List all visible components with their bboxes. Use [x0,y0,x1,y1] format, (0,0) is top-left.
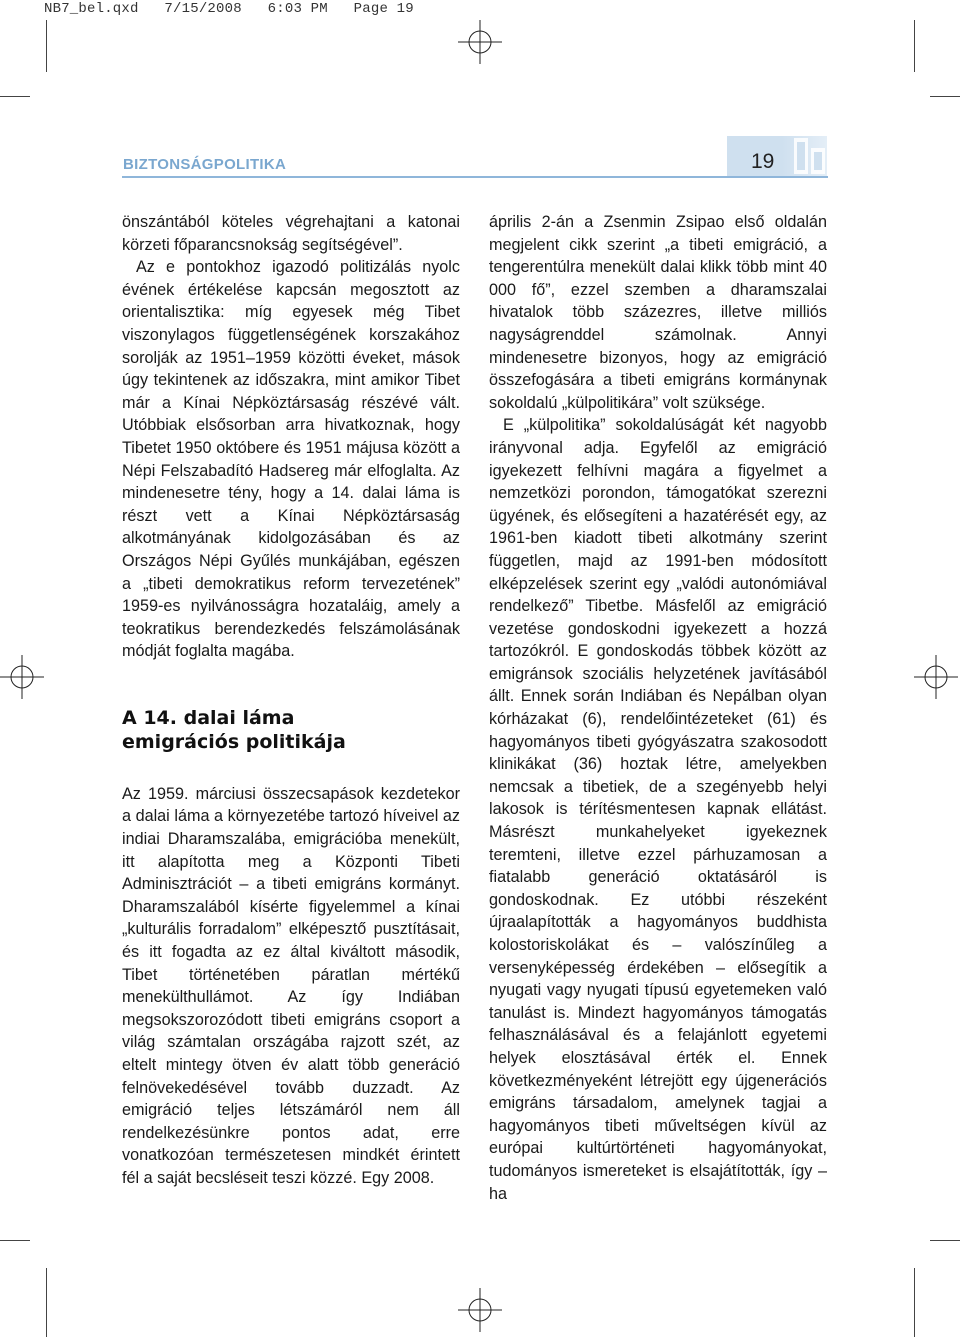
crop-mark [930,1240,960,1241]
registration-mark-icon [914,655,958,699]
paragraph: E „külpolitika” sokoldalúságát két nagyobb irányvonal adja. Egyfelől az emigráció igyekezett felhívni magára a figyelmet a nemzetközi porondon, támogatókat szerezni ügyének, és elősegíteni a hazatérését egy, az 1961-ben kiadott tibeti alkotmány szerint független, majd az 1991-ben módosított elképzelések szerint egy „valódi autonómiával rendelkező” Tibetbe. Másfelől az emigráció vezetése gondoskodni igyekezett a hozzá tartozókról. E gondoskodás többek között az emigránsok szociális helyzetének javításából állt. Ennek során Indiában és Nepálban olyan kórházakat (6), rendelőintézeteket (61) és hagyományos tibeti gyógyászatra szakosodott klinikákat (36) hoztak létre, amelyekben nemcsak a tibetiek, de a szegényebb helyi lakosok is térítésmentesen kapnak ellátást. Másrészt munkahelyeket igyekeznek teremteni, illetve ezzel párhuzamosan a fiatalabb generáció oktatásáról is gondoskodnak. Ez utóbbi részeként újraalapították a hagyományos buddhista kolostoriskolákat és – valószínűleg a versenyképesség érdekében – elősegítik a nyugati vagy nyugati típusú egyetemeken való tanulást is. Mindezt hagyományos támogatás felhasználásával és a felajánlott egyetemi helyek elosztásával érték el. Ennek következményeként létrejött egy újgenerációs emigráns társadalom, amelynek tagjai a hagyományos tibeti műveltségen kívül az európai kultúrtörténeti hagyományokat, tudományos ismereteket is elsajátították, így – ha [489,416,827,1203]
registration-mark-icon [458,20,502,64]
crop-mark [914,1268,915,1337]
print-slug: NB7_bel.qxd 7/15/2008 6:03 PM Page 19 [44,1,414,17]
heading-line: emigrációs politikája [122,730,346,753]
crop-mark [46,1268,47,1337]
section-heading [122,706,460,754]
left-column [122,211,460,1190]
registration-mark-icon [458,1288,502,1332]
logo-icon [792,134,828,178]
section-title: BIZTONSÁGPOLITIKA [123,156,287,173]
crop-mark [930,96,960,97]
paragraph: Az e pontokhoz igazodó politizálás nyolc évének értékelése kapcsán megosztott az orientalisztika: míg egyesek még Tibet viszonylagos függetlenségének korszakához sorolják az 1951–1959 közötti éveket, mások úgy tekintenek az időszakra, mint amikor Tibet már a Kínai Népköztársaság részévé vált. Utóbbiak elsősorban arra hivatkoznak, hogy Tibetet 1950 októbere és 1951 májusa között a Népi Felszabadító Hadsereg már elfoglalta. Az mindenesetre tény, hogy a 14. dalai láma is részt vett a Kínai Népköztársaság alkotmányának kidolgozásában és az Országos Népi Gyűlés munkájában, egészen a „tibeti demokratikus reform tervezetének” 1959-es nyilvánosságra hozataláig, amely a teokratikus berendezkedés felszámolásának módját foglalta magába. [122,258,460,661]
page-number: 19 [751,150,775,173]
header-rule [122,176,828,178]
paragraph: önszántából köteles végrehajtani a katonai körzeti főparancsnokság segítségével”. [122,213,460,254]
heading-line: A 14. dalai láma [122,706,295,729]
paragraph: április 2-án a Zsenmin Zsipao első oldalán megjelent cikk szerint „a tibeti emigráció, a tengerentúlra menekült dalai klikk több mint 40 000 fő”, ezzel szemben a dharamszalai hivatalok több százezres, illetve milliós nagyságrenddel számolnak. Annyi mindenesetre bizonyos, hogy az emigráció összefogására a tibeti emigráns kormánynak sokoldalú „külpolitikára” volt szüksége. [489,213,827,412]
crop-mark [914,20,915,72]
crop-mark [0,96,30,97]
paragraph: Az 1959. márciusi összecsapások kezdetekor a dalai láma a környezetébe tartozó híveivel az indiai Dharamszalába, emigrációba menekült, itt alapította meg a Központi Tibeti Adminisztrációt – a tibeti emigráns kormányt. Dharamszalából kísérte figyelemmel a kínai „kulturális forradalom” elképesztő pusztításait, és itt fogadta az ez által kiváltott második, Tibet történetében páratlan mértékű menekülthullámot. Az így Indiában megsokszorozódott tibeti emigráns csoport a világ számtalan országába rajzott szét, az eltelt mintegy ötven év alatt több generáció felnövekedésével tovább duzzadt. Az emigráció teljes létszámáról nem áll rendelkezésünkre pontos adat, erre vonatkozóan természetesen mindkét érintett fél a saját becsléseit teszi közzé. Egy 2008. [122,784,460,1187]
crop-mark [0,1240,30,1241]
crop-mark [46,20,47,72]
right-column [489,211,827,1205]
registration-mark-icon [0,655,44,699]
